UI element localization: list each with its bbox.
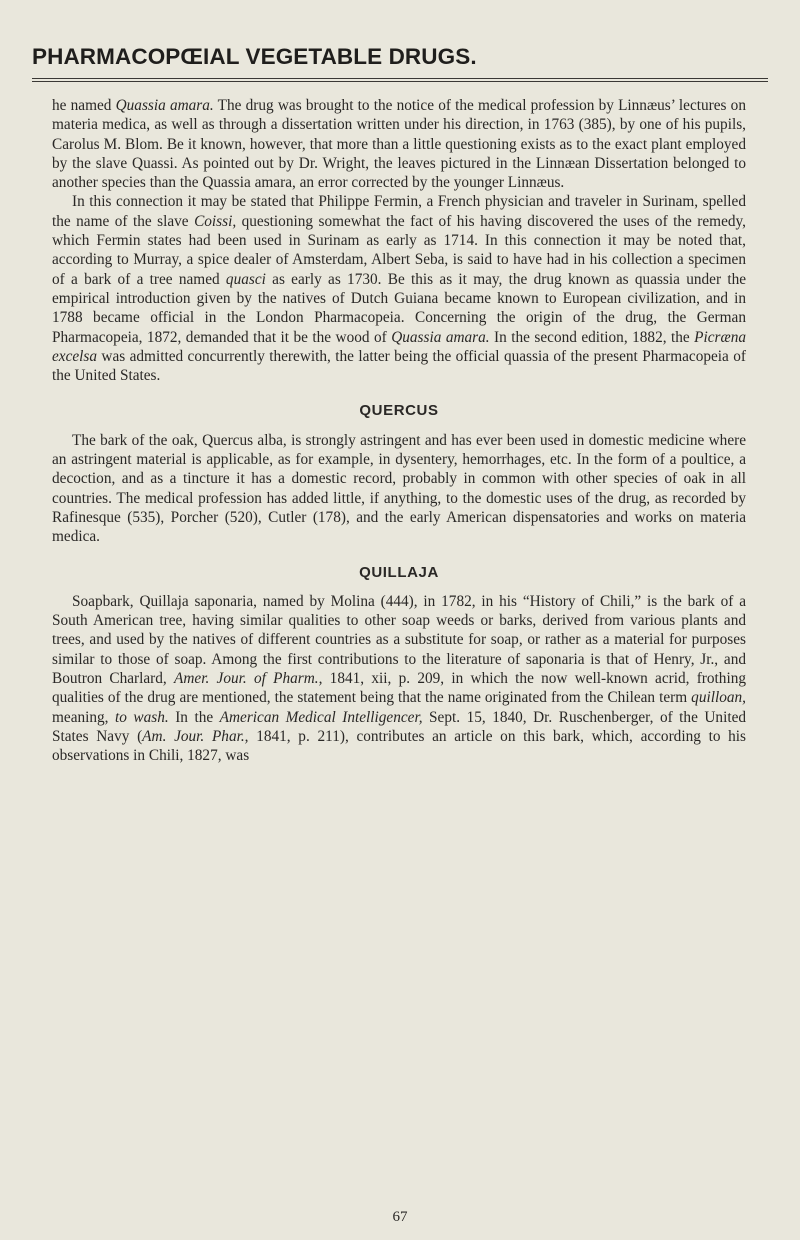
italic-text-run: Amer. Jour. of Pharm., <box>174 670 323 688</box>
text-run: Soapbark, Quillaja saponaria, named by Molina (444), in 1782, in his “History of Chili,” is the bark of a South American tree, having similar qualities to other soap weeds or barks, derived from various plants and trees, and used by the natives of different countries as a substitute for soap, or rather as a material for purposes similar to those of soap. Among the first contributions to the literature of saponaria is that of Henry, Jr., and Boutron Charlard, <box>52 592 746 688</box>
italic-text-run: Am. Jour. Phar., <box>142 727 249 745</box>
text-run: In this connection it may be stated that Philippe Fermin, a French physician and traveler in Surinam, spelled the name of the slave <box>52 193 746 230</box>
italic-text-run: American Medical Intelligencer, <box>219 708 423 726</box>
text-run: as early as 1730. Be this as it may, the drug known as quassia under the empirical introduction given by the natives of Dutch Guiana became known to European civilization, and in 1788 became official in the London Pharmacopeia. Concerning the origin of the drug, the German Pharmacopeia, 1872, demanded that it be the wood of <box>52 270 747 346</box>
text-run: The drug was brought to the notice of the medical profession by Linnæus’ lectures on materia medica, as well as through a dissertation written under his direction, in 1763 (385), by one of his pupils, Carolus M. Blom. Be it known, however, that more than a little questioning exists as to the exact plant employed by the slave Quassi. As pointed out by Dr. Wright, the leaves pictured in the Linnæan Dissertation belonged to another species than the Quassia amara, an error corrected by the younger Linnæus. <box>52 97 746 192</box>
page-header <box>32 44 768 82</box>
paragraph-quassia-continued <box>52 96 746 192</box>
text-run: 1841, p. 211), contributes an article on this bark, which, according to his observations in Chili, 1827, was <box>52 727 747 765</box>
text-run: 1841, xii, p. 209, in which the now well-known acrid, frothing qualities of the drug are mentioned, the statement being that the name originated from the Chilean term <box>52 670 746 707</box>
italic-text-run: Picræna excelsa <box>52 328 746 365</box>
text-run: The bark of the oak, Quercus alba, is strongly astringent and has ever been used in domestic medicine where an astringent material is applicable, as for example, in dysentery, hemorrhages, etc. In the form of a poultice, a decoction, and as a tincture it has a domestic record, probably in common with other species of oak in all countries. The medical profession has added little, if anything, to the domestic uses of the drug, as recorded by Rafinesque (535), Porcher (520), Cutler (178), and the early American dispensatories and works on materia medica. <box>52 431 746 546</box>
text-run: questioning somewhat the fact of his having discovered the uses of the remedy, which Fermin states had been used in Surinam as early as 1714. In this connection it may be noted that, according to Murray, a spice dealer of Amsterdam, Albert Seba, is said to have had in his collection a specimen of a bark of a tree named <box>52 212 746 288</box>
italic-text-run: to wash. <box>115 708 169 726</box>
header-rule-bottom <box>32 81 768 82</box>
header-rule-top <box>32 78 768 79</box>
header-double-rule <box>32 78 768 82</box>
text-run: meaning, <box>52 708 116 726</box>
text-run: was admitted concurrently therewith, the latter being the official quassia of the present Pharmacopeia of the United States. <box>52 347 746 385</box>
section-heading-quillaja: QUILLAJA <box>359 563 439 581</box>
text-run: Sept. 15, 1840, Dr. Ruschenberger, of the United States Navy ( <box>52 708 747 745</box>
italic-text-run: quilloan, <box>691 689 746 707</box>
paragraph-quillaja <box>52 592 746 766</box>
paragraph-fermin <box>52 192 746 385</box>
italic-text-run: quasci <box>225 270 266 288</box>
running-head: PHARMACOPŒIAL VEGETABLE DRUGS. <box>32 44 477 69</box>
italic-text-run: Coissi, <box>194 212 237 230</box>
italic-text-run: Quassia amara. <box>391 328 490 346</box>
italic-text-run: Quassia amara. <box>115 97 214 114</box>
section-heading-quercus: QUERCUS <box>359 402 439 420</box>
page-body <box>52 96 746 766</box>
text-run: In the <box>168 708 220 726</box>
text-run: he named <box>52 97 116 114</box>
text-run: In the second edition, 1882, the <box>489 328 695 346</box>
page-number: 67 <box>392 1209 408 1225</box>
paragraph-quercus <box>52 431 746 547</box>
